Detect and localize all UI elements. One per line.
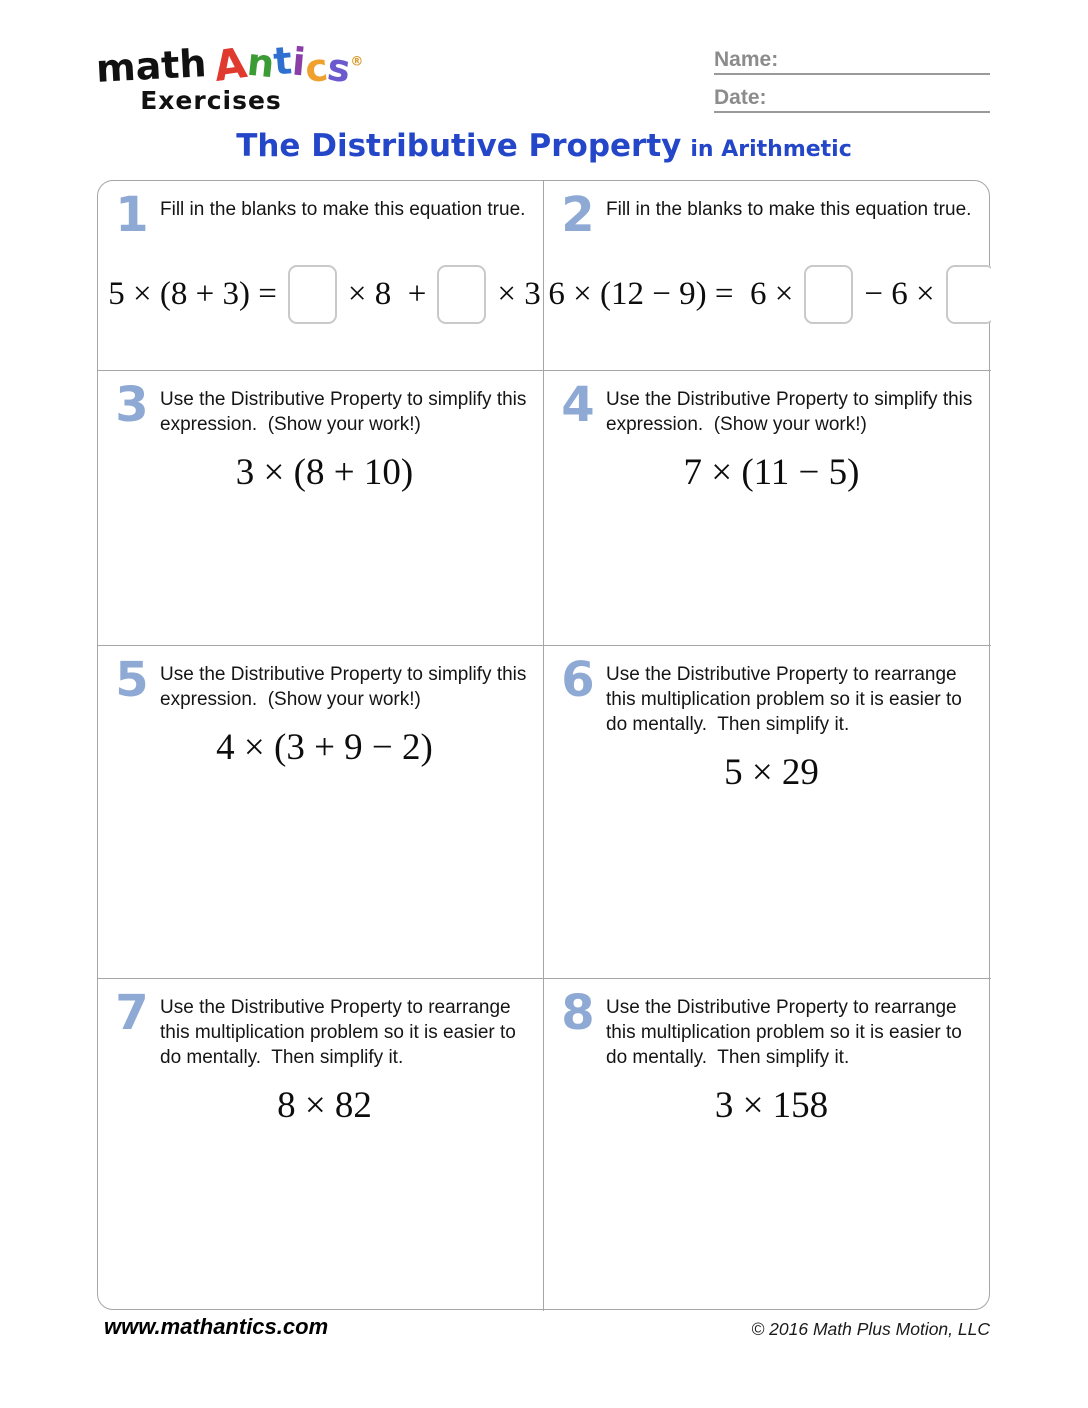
- equation-text: 3 × (8 + 10): [235, 452, 414, 494]
- question-equation: [114, 1084, 535, 1127]
- equation-text: × 3: [497, 276, 541, 313]
- question-cell-4: [544, 371, 991, 646]
- answer-box[interactable]: [804, 265, 853, 324]
- question-cell-2: [544, 181, 991, 371]
- question-number: 6: [561, 652, 595, 708]
- question-equation: [560, 751, 983, 794]
- equation-text: 6 × (12 − 9) = 6 ×: [548, 276, 794, 313]
- question-prompt: Fill in the blanks to make this equation true.: [160, 199, 526, 220]
- equation-text: 3 × 158: [714, 1085, 829, 1127]
- worksheet-grid: [97, 180, 990, 1310]
- worksheet-title: [0, 128, 1088, 164]
- answer-box[interactable]: [437, 265, 486, 324]
- question-prompt: Use the Distributive Property to rearrange this multiplication problem so it is easier to do mentally. Then simplify it.: [606, 997, 968, 1069]
- question-prompt: Use the Distributive Property to simplify this expression. (Show your work!): [160, 389, 532, 436]
- answer-box[interactable]: [288, 265, 337, 324]
- question-number: 5: [115, 652, 149, 708]
- date-label: Date:: [714, 86, 767, 109]
- question-equation: [108, 265, 541, 324]
- question-number: 7: [115, 985, 149, 1041]
- math-antics-logo: [94, 37, 364, 115]
- question-number: 3: [115, 377, 149, 433]
- question-cell-8: [544, 979, 991, 1311]
- answer-box[interactable]: [946, 265, 991, 324]
- logo-letter: t: [271, 38, 294, 84]
- logo-word-math: math: [94, 41, 208, 91]
- question-number: 1: [115, 187, 149, 243]
- logo-wordmark: [94, 37, 364, 92]
- question-equation: [114, 451, 535, 494]
- logo-letter: c: [303, 44, 331, 92]
- question-prompt: Fill in the blanks to make this equation true.: [606, 199, 972, 220]
- equation-text: 5 × (8 + 3) =: [108, 276, 277, 313]
- name-field-line[interactable]: [714, 48, 990, 75]
- question-cell-6: [544, 646, 991, 979]
- question-prompt: Use the Distributive Property to simplify this expression. (Show your work!): [160, 664, 532, 711]
- question-number: 2: [561, 187, 595, 243]
- question-equation: [114, 726, 535, 769]
- question-equation: [560, 451, 983, 494]
- question-equation: [548, 265, 983, 324]
- title-main: The Distributive Property: [236, 128, 682, 164]
- question-cell-5: [98, 646, 544, 979]
- question-equation: [560, 1084, 983, 1127]
- equation-text: 4 × (3 + 9 − 2): [216, 727, 433, 769]
- date-field-line[interactable]: [714, 86, 990, 113]
- copyright-notice: © 2016 Math Plus Motion, LLC: [751, 1319, 990, 1339]
- name-label: Name:: [714, 48, 779, 71]
- logo-letter: s: [324, 44, 354, 92]
- logo-word-antics: [211, 37, 354, 92]
- logo-letter: n: [245, 39, 277, 87]
- question-cell-1: [98, 181, 544, 371]
- website-url: www.mathantics.com: [104, 1314, 329, 1339]
- equation-text: − 6 ×: [864, 276, 935, 313]
- equation-text: × 8 +: [347, 276, 427, 313]
- equation-text: 5 × 29: [724, 752, 819, 794]
- question-prompt: Use the Distributive Property to rearrange this multiplication problem so it is easier to do mentally. Then simplify it.: [606, 664, 968, 736]
- question-cell-7: [98, 979, 544, 1311]
- question-number: 8: [561, 985, 595, 1041]
- logo-letter: i: [290, 39, 308, 85]
- equation-text: 7 × (11 − 5): [683, 452, 860, 494]
- question-cell-3: [98, 371, 544, 646]
- question-prompt: Use the Distributive Property to simplify this expression. (Show your work!): [606, 389, 978, 436]
- title-sub: in Arithmetic: [690, 137, 852, 162]
- equation-text: 8 × 82: [277, 1085, 372, 1127]
- question-prompt: Use the Distributive Property to rearrange this multiplication problem so it is easier to do mentally. Then simplify it.: [160, 997, 522, 1069]
- logo-subtitle: Exercises: [140, 86, 282, 115]
- question-number: 4: [561, 377, 595, 433]
- registered-trademark-symbol: ®: [350, 54, 364, 70]
- logo-letter: A: [211, 37, 251, 92]
